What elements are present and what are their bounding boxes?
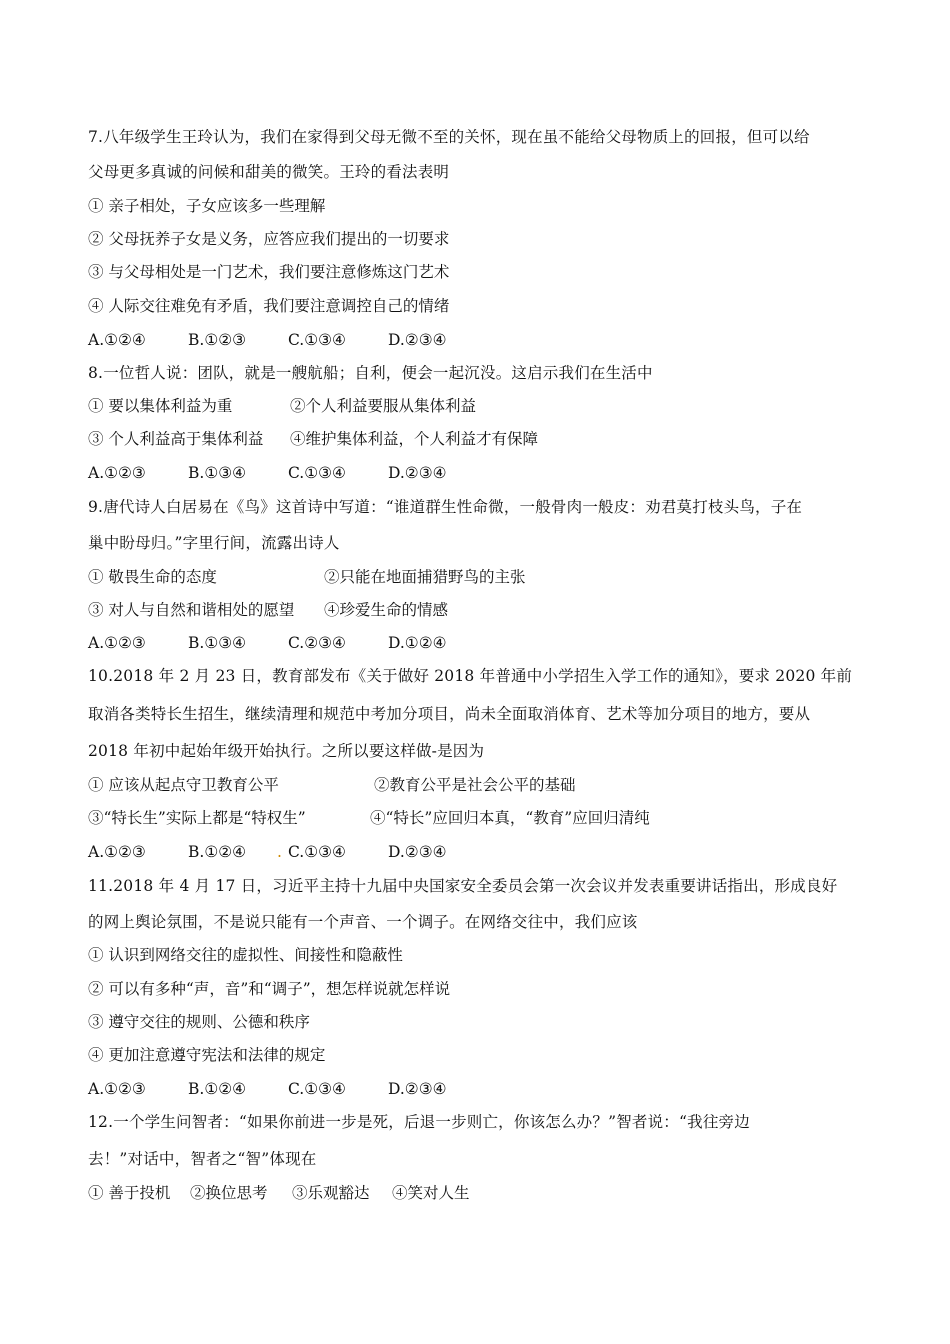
question-10-stem-line-3: 2018 年初中起始年级开始执行。之所以要这样做-是因为 <box>88 742 485 760</box>
question-10-stem-line-2: 取消各类特长生招生，继续清理和规范中考加分项目，尚未全面取消体育、艺术等加分项目的地方，要从 <box>88 705 811 723</box>
choice-b: B.①③④ <box>188 464 247 482</box>
question-12-option-1: ① 善于投机 <box>88 1184 171 1202</box>
question-9-stem-line-1: 9.唐代诗人白居易在《鸟》这首诗中写道：“谁道群生性命微，一般骨肉一般皮：劝君莫打枝头鸟，子在 <box>88 498 803 516</box>
choice-a: A.①②④ <box>88 331 146 349</box>
question-7-stem-line-1: 7.八年级学生王玲认为，我们在家得到父母无微不至的关怀，现在虽不能给父母物质上的回报，但可以给 <box>88 128 810 146</box>
choice-c: C.①③④ <box>288 843 346 861</box>
question-9-option-1: ① 敬畏生命的态度 <box>88 568 217 586</box>
question-8-option-2: ②个人利益要服从集体利益 <box>290 397 477 415</box>
choice-d: D.①②④ <box>388 634 447 652</box>
question-11-option-3: ③ 遵守交往的规则、公德和秩序 <box>88 1013 310 1031</box>
choice-d: D.②③④ <box>388 464 447 482</box>
question-9-option-2: ②只能在地面捕猎野鸟的主张 <box>324 568 526 586</box>
question-8-option-1: ① 要以集体利益为重 <box>88 397 233 415</box>
question-10-option-4: ④“特长”应回归本真，“教育”应回归清纯 <box>370 809 650 827</box>
question-7-option-3: ③ 与父母相处是一门艺术，我们要注意修炼这门艺术 <box>88 263 450 281</box>
question-12-stem-line-2: 去！”对话中，智者之“智”体现在 <box>88 1150 317 1168</box>
choice-b: B.①②④ <box>188 1080 247 1098</box>
stray-mark: . <box>277 843 282 861</box>
question-9-stem-line-2: 巢中盼母归。”字里行间，流露出诗人 <box>88 534 340 552</box>
question-10-option-1: ① 应该从起点守卫教育公平 <box>88 776 279 794</box>
choice-d: D.②③④ <box>388 843 447 861</box>
question-11-option-2: ② 可以有多种“声，音”和“调子”，想怎样说就怎样说 <box>88 980 451 998</box>
choice-b: B.①②③ <box>188 331 247 349</box>
question-11-stem-line-1: 11.2018 年 4 月 17 日，习近平主持十九届中央国家安全委员会第一次会议并发表重要讲话指出，形成良好 <box>88 877 838 895</box>
choice-a: A.①②③ <box>88 634 146 652</box>
question-12-option-2: ②换位思考 <box>190 1184 268 1202</box>
question-12-option-3: ③乐观豁达 <box>292 1184 370 1202</box>
question-11-stem-line-2: 的网上舆论氛围，不是说只能有一个声音、一个调子。在网络交往中，我们应该 <box>88 913 638 931</box>
question-10-stem-line-1: 10.2018 年 2 月 23 日，教育部发布《关于做好 2018 年普通中小学招生入学工作的通知》，要求 2020 年前 <box>88 667 853 685</box>
question-9-option-4: ④珍爱生命的情感 <box>324 601 449 619</box>
choice-d: D.②③④ <box>388 331 447 349</box>
question-8-option-3: ③ 个人利益高于集体利益 <box>88 430 264 448</box>
choice-d: D.②③④ <box>388 1080 447 1098</box>
question-7-option-2: ② 父母抚养子女是义务，应答应我们提出的一切要求 <box>88 230 450 248</box>
question-12-stem-line-1: 12.一个学生问智者：“如果你前进一步是死，后退一步则亡，你该怎么办？”智者说：“我往旁边 <box>88 1113 750 1131</box>
question-7-option-4: ④ 人际交往难免有矛盾，我们要注意调控自己的情绪 <box>88 297 450 315</box>
question-7-stem-line-2: 父母更多真诚的问候和甜美的微笑。王玲的看法表明 <box>88 163 450 181</box>
question-7-option-1: ① 亲子相处，子女应该多一些理解 <box>88 197 326 215</box>
choice-a: A.①②③ <box>88 843 146 861</box>
choice-c: C.①③④ <box>288 331 346 349</box>
question-8-stem: 8.一位哲人说：团队，就是一艘航船；自利，便会一起沉没。这启示我们在生活中 <box>88 364 653 382</box>
choice-c: C.①③④ <box>288 464 346 482</box>
question-11-option-4: ④ 更加注意遵守宪法和法律的规定 <box>88 1046 326 1064</box>
choice-b: B.①③④ <box>188 634 247 652</box>
question-10-option-2: ②教育公平是社会公平的基础 <box>374 776 576 794</box>
choice-a: A.①②③ <box>88 1080 146 1098</box>
choice-c: C.②③④ <box>288 634 346 652</box>
question-9-option-3: ③ 对人与自然和谐相处的愿望 <box>88 601 295 619</box>
choice-b: B.①②④ <box>188 843 247 861</box>
question-12-option-4: ④笑对人生 <box>392 1184 470 1202</box>
question-11-option-1: ① 认识到网络交往的虚拟性、间接性和隐蔽性 <box>88 946 403 964</box>
question-8-option-4: ④维护集体利益，个人利益才有保障 <box>290 430 539 448</box>
choice-a: A.①②③ <box>88 464 146 482</box>
choice-c: C.①③④ <box>288 1080 346 1098</box>
question-10-option-3: ③“特长生”实际上都是“特权生” <box>88 809 306 827</box>
